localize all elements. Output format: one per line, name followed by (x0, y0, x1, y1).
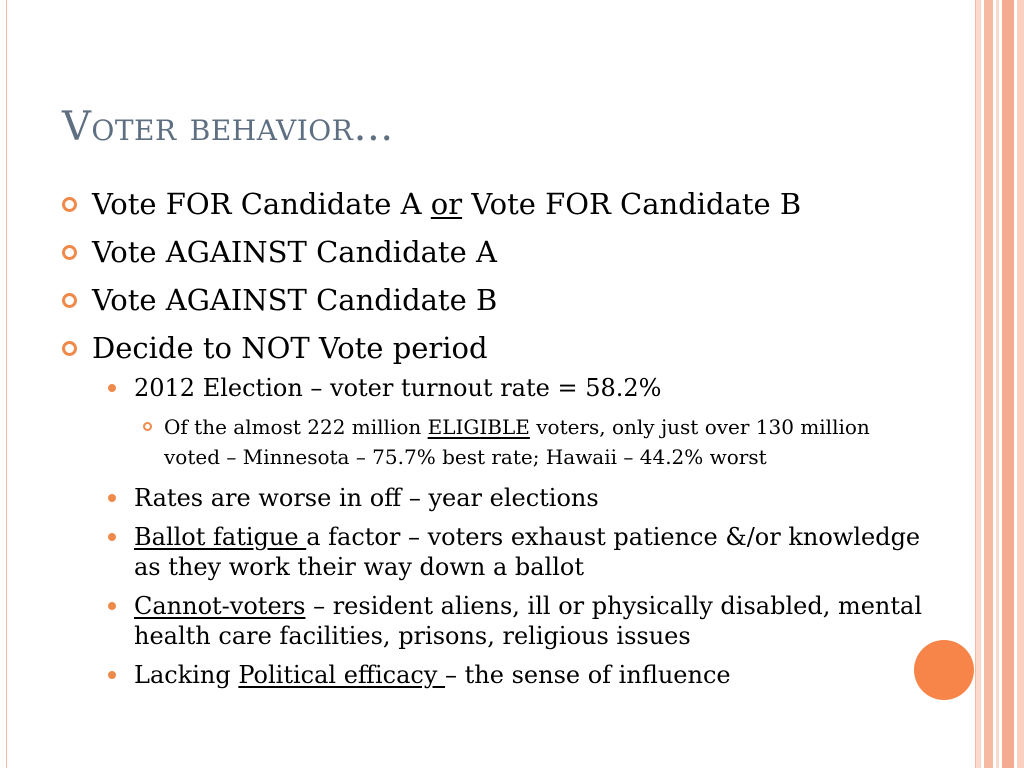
stripe-2 (984, 0, 993, 768)
stripe-1 (976, 0, 981, 768)
small-ring-bullet-icon (143, 422, 152, 431)
bullet-text: Vote FOR Candidate A (92, 187, 431, 221)
underlined-text: Cannot-voters (134, 592, 306, 620)
underlined-text: or (430, 187, 463, 221)
underlined-text: Ballot fatigue (134, 523, 307, 551)
bullet-vote-for (62, 186, 932, 223)
sub-bullet-efficacy (62, 660, 932, 690)
bullet-not-vote (62, 330, 932, 367)
bullet-against-a (62, 234, 932, 271)
sub-bullet-text: Rates are worse in off – year elections (134, 484, 599, 512)
bullet-text: Vote AGAINST Candidate B (92, 283, 498, 317)
bullet-text: Vote FOR Candidate B (462, 187, 802, 221)
sub-bullet-text: – the sense of influence (445, 661, 731, 689)
underlined-text: ELIGIBLE (427, 415, 530, 439)
sub-sub-bullet-eligible (62, 412, 924, 472)
ring-bullet-icon (62, 341, 77, 356)
stripe-4 (1002, 0, 1014, 768)
sub-bullet-turnout (62, 373, 932, 403)
bullet-against-b (62, 282, 932, 319)
sub-bullet-text: a factor – voters exhaust patience &/or knowledge as they work their way down a ballot (134, 523, 921, 581)
bullet-text: Vote AGAINST Candidate A (92, 235, 497, 269)
decorative-side-stripes (976, 0, 1024, 768)
sub-bullet-offyear (62, 483, 932, 513)
sub-bullet-text: Lacking (134, 661, 239, 689)
sub-sub-bullet-text: Of the almost 222 million (164, 415, 428, 439)
bullet-text: Decide to NOT Vote period (92, 331, 488, 365)
sub-bullet-cannot-voters (62, 591, 932, 651)
sub-bullet-fatigue (62, 522, 932, 582)
ring-bullet-icon (62, 293, 77, 308)
dot-bullet-icon (108, 533, 116, 541)
ring-bullet-icon (62, 245, 77, 260)
sub-bullet-text: 2012 Election – voter turnout rate = 58.2% (134, 374, 662, 402)
ring-bullet-icon (62, 197, 77, 212)
slide-title: Voter behavior… (62, 104, 394, 150)
decorative-circle (914, 640, 974, 700)
sub-bullet-text: – resident aliens, ill or physically disabled, mental health care facilities, prisons, religious issues (134, 592, 922, 650)
dot-bullet-icon (108, 602, 116, 610)
dot-bullet-icon (108, 494, 116, 502)
dot-bullet-icon (108, 384, 116, 392)
sub-sub-bullet-text: voters, only just over 130 million voted – Minnesota – 75.7% best rate; Hawaii – 44.2% worst (164, 415, 870, 469)
slide-content (62, 186, 932, 699)
stripe-5 (1017, 0, 1024, 768)
dot-bullet-icon (108, 671, 116, 679)
stripe-3 (996, 0, 999, 768)
underlined-text: Political efficacy (238, 661, 446, 689)
